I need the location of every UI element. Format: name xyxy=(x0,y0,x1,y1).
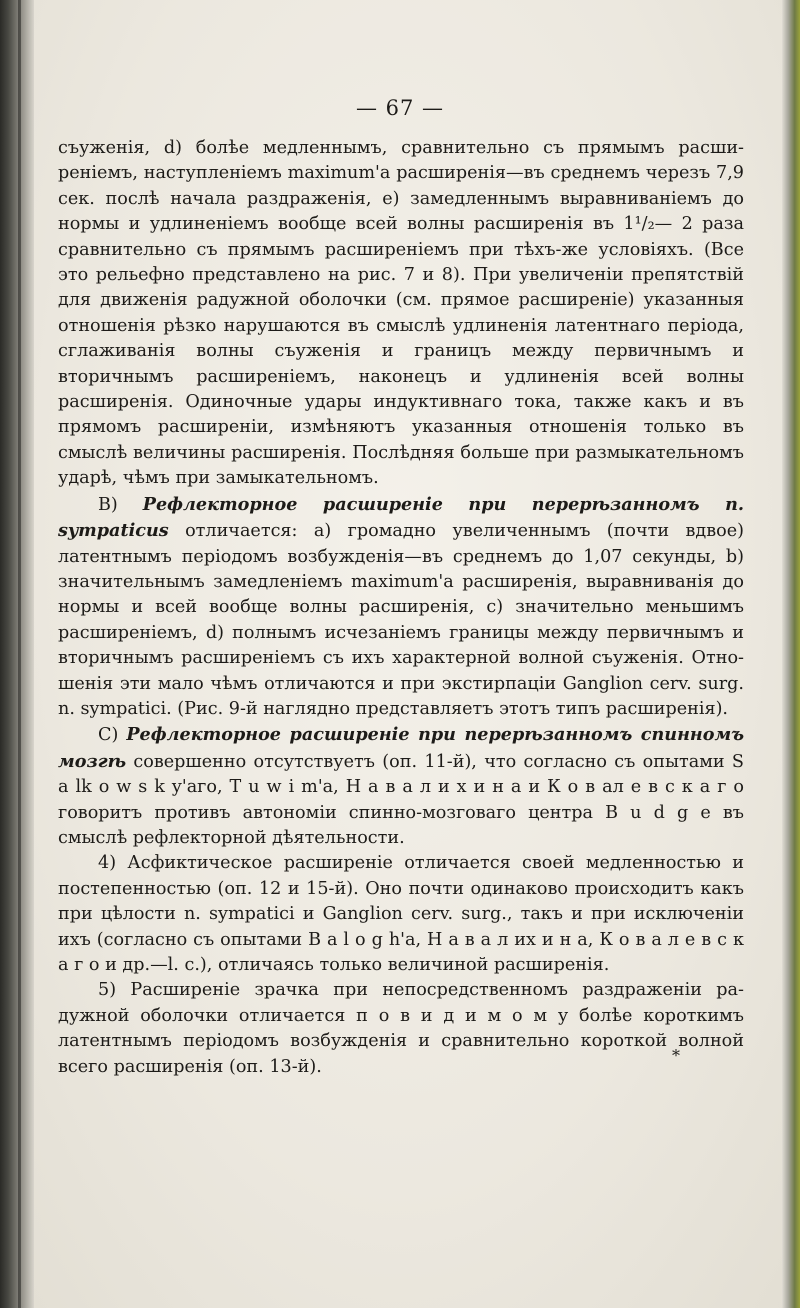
paragraph-c xyxy=(58,722,744,851)
section-body-b: отличается: а) громадно увеличеннымъ (почти вдвое) латентнымъ періодомъ возбужденія—въ среднемъ до 1,07 секунды, b) значительнымъ замедленіемъ maximum'a расширенія, выравниванія до нормы и всей вообще волны расширенія, с) значительно меньшимъ расширеніемъ, d) полнымъ исчезаніемъ границы между первичнымъ и вторичнымъ расширеніемъ съ ихъ характерной волной съуженія. Отношенія эти мало чѣмъ отличаются и при экстирпаціи Ganglion cerv. surg. n. sympatici. (Рис. 9-й наглядно представляетъ этотъ типъ расширенія). xyxy=(58,521,744,719)
section-heading-c: Рефлекторное расширеніе при перерѣзанномъ спинномъ мозгѣ xyxy=(58,724,744,772)
section-heading-b: Рефлекторное расширеніе при перерѣзанномъ n. sympaticus xyxy=(58,493,744,542)
paragraph-b xyxy=(58,492,744,723)
footer-mark: * xyxy=(672,1046,680,1065)
page-number: — 67 — xyxy=(355,96,445,120)
paragraph-4: 4) Асфиктическое расширеніе отличается своей медленностью и постепенностью (оп. 12 и 15-й). Оно почти одинаково происходитъ какъ при цѣлости n. sympatici и Ganglion cerv. surg., такъ и при исключеніи ихъ (согласно съ опытами B a l o g h'a, Н а в а л их и н а, К о в а л е в с к а г о и др.—l. с.), отличаясь только величиной расширенія. xyxy=(58,853,744,975)
section-body-c: совершенно отсутствуетъ (оп. 11-й), что согласно съ опытами S a lk o w s k y'аго, T u w i m'a, Н а в а л и х и н а и К о в ал е в с к а г о говоритъ противъ автономіи спинно-мозговаго центра B u d g e въ смыслѣ рефлекторной дѣятельности. xyxy=(58,751,744,848)
body-text xyxy=(58,136,744,1080)
paragraph-continuation: съуженія, d) болѣе медленнымъ, сравнительно съ прямымъ расширеніемъ, наступленіемъ maximum'a расширенія—въ среднемъ черезъ 7,9 сек. послѣ начала раздраженія, е) замедленнымъ выравниваніемъ до нормы и удлиненіемъ вообще всей волны расширенія въ 1¹/₂— 2 раза сравнительно съ прямымъ расширеніемъ при тѣхъ-же условіяхъ. (Все это рельефно представлено на рис. 7 и 8). При увеличеніи препятствій для движенія радужной оболочки (см. прямое расширеніе) указанныя отношенія рѣзко нарушаются въ смыслѣ удлиненія латентнаго періода, сглаживанія волны съуженія и границъ между первичнымъ и вторичнымъ расширеніемъ, наконецъ и удлиненія всей волны расширенія. Одиночные удары индуктивнаго тока, также какъ и въ прямомъ расширеніи, измѣняютъ указанныя отношенія только въ смыслѣ величины расширенія. Послѣдняя больше при размыкательномъ ударѣ, чѣмъ при замыкательномъ. xyxy=(58,138,744,489)
section-marker-b: B) xyxy=(98,494,143,515)
paragraph-5: 5) Расширеніе зрачка при непосредственномъ раздраженіи радужной оболочки отличается п о в и д и м о м у болѣе короткимъ латентнымъ періодомъ возбужденія и сравнительно короткой волной всего расширенія (оп. 13-й). xyxy=(58,980,744,1077)
section-marker-c: C) xyxy=(98,725,127,746)
book-spine-shadow xyxy=(0,0,34,1308)
page-edge xyxy=(782,0,800,1308)
